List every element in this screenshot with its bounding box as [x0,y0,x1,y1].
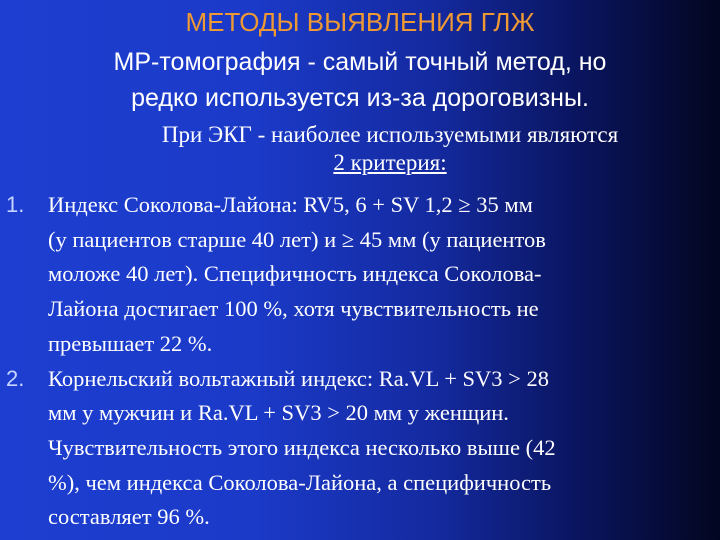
list-item-line: превышает 22 %. [48,330,213,356]
list-item-number: 1. [6,192,25,217]
list-item-line: (у пациентов старше 40 лет) и ≥ 45 мм (у пациентов [48,226,546,252]
intro-line: 2 критерия: [333,150,447,175]
list-item-line: моложе 40 лет). Специфичность индекса Соколова- [48,261,542,287]
list-item-line: составляет 96 %. [48,504,210,530]
list-item [6,188,708,362]
slide-title: МЕТОДЫ ВЫЯВЛЕНИЯ ГЛЖ [185,7,535,37]
list-item [6,362,708,536]
subtitle-line: редко используется из-за дороговизны. [131,84,589,112]
slide-subtitle [20,44,700,116]
list-item-line: Лайона достигает 100 %, хотя чувствительность не [48,296,539,322]
list-item-line: Чувствительность этого индекса несколько выше (42 [48,434,556,460]
intro-line: При ЭКГ - наиболее используемыми являются [161,122,619,147]
list-item-number: 2. [6,365,25,391]
intro-text [60,121,720,177]
criteria-list [0,188,720,535]
list-item-line: мм у мужчин и Ra.VL + SV3 > 20 мм у женщин. [48,400,509,426]
list-item-line: Корнельский вольтажный индекс: Ra.VL + SV3 > 28 [48,365,549,391]
list-item-line: %), чем индекса Соколова-Лайона, а специфичность [48,469,552,495]
subtitle-line: МР-томография - самый точный метод, но [113,48,607,76]
list-item-line: Индекс Соколова-Лайона: RV5, 6 + SV 1,2 ≥ 35 мм [48,192,533,217]
